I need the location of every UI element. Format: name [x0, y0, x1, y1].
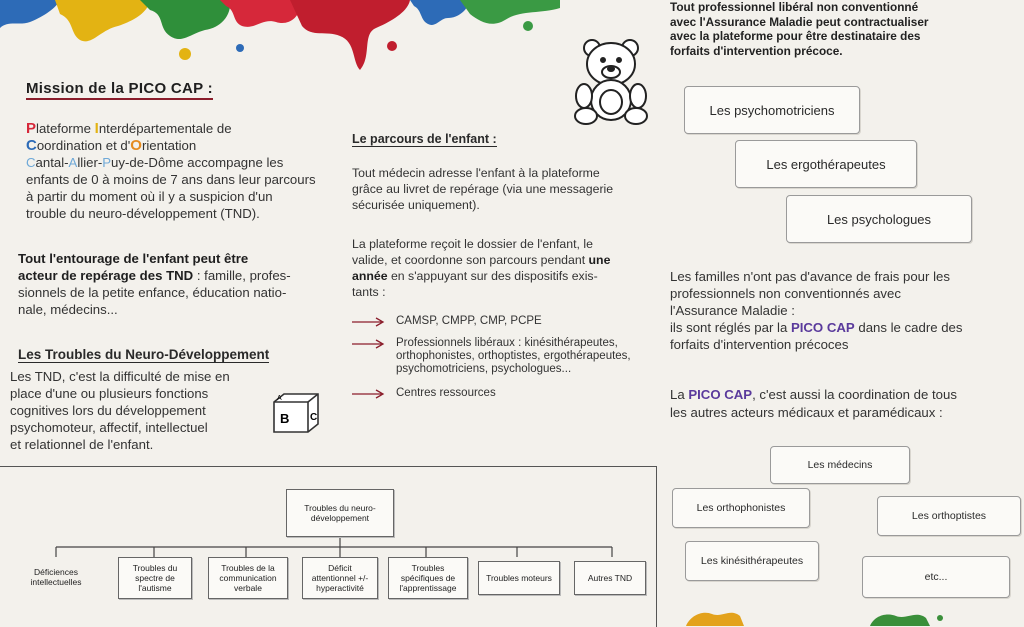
contract-line: avec la plateforme pour être destinataire des [670, 29, 921, 43]
leaf-line: communication [219, 573, 277, 583]
text: oordination et d' [36, 138, 131, 153]
tree-root-line: développement [310, 513, 370, 523]
paint-splash-decoration [0, 0, 560, 78]
parcours-title-wrap [352, 130, 497, 148]
dispositif-text: Professionnels libéraux : kinésithérapeutes, [396, 337, 618, 349]
pill-kinesitherapeutes: Les kinésithérapeutes [685, 541, 819, 581]
teddy-bear-icon [570, 36, 652, 126]
pill-medecins: Les médecins [770, 446, 910, 484]
troubles-line: place d'une ou plusieurs fonctions [10, 386, 209, 401]
parcours-tail: en s'appuyant sur des dispositifs exis- [387, 269, 598, 283]
leaf-line: Troubles moteurs [486, 573, 552, 583]
coord-text: les autres acteurs médicaux et paramédicaux : [670, 405, 943, 420]
leaf-line: Troubles de la [221, 563, 275, 573]
coord-text: , c'est aussi la coordination de tous [752, 387, 957, 402]
leaf-line: attentionnel +/- [311, 573, 369, 583]
tree-leaf-deficiences [14, 559, 98, 595]
leaf-line: hyperactivité [316, 583, 364, 593]
parcours-bold-annee: année [352, 269, 388, 283]
familles-line: forfaits d'intervention précoces [670, 337, 849, 352]
text: lateforme [36, 121, 95, 136]
letter-o: O [130, 137, 142, 154]
abc-letter-a: A [277, 395, 282, 402]
entourage-paragraph [18, 250, 338, 318]
leaf-line: Troubles [411, 563, 445, 573]
troubles-title-wrap [18, 346, 269, 364]
arrow-right-icon [352, 317, 386, 327]
tree-leaf-moteurs [478, 561, 560, 595]
contract-line: avec l'Assurance Maladie peut contractualiser [670, 14, 929, 29]
tree-leaf-tdah [302, 557, 378, 599]
paint-splash-bottom-decoration [640, 596, 1024, 626]
letter-p: P [26, 120, 37, 137]
pico-cap-label: PICO CAP [790, 320, 855, 335]
parcours-line: La plateforme reçoit le dossier de l'enfant, le [352, 237, 593, 251]
letter-i: I [94, 120, 99, 137]
parcours-title: Le parcours de l'enfant : [352, 132, 497, 146]
intro-line: à partir du moment où il y a suspicion d'un [26, 189, 273, 204]
arrow-right-icon [352, 339, 386, 349]
abc-blocks-icon [270, 390, 322, 434]
parcours-p2 [352, 236, 662, 300]
dispositif-text: orthophonistes, orthoptistes, ergothérapeutes, [396, 350, 631, 362]
arrow-right-icon [352, 389, 386, 399]
intro-line: enfants de 0 à moins de 7 ans dans leur parcours [26, 172, 316, 187]
tree-leaf-tsa [118, 557, 192, 599]
dispositif-text: CAMSP, CMPP, CMP, PCPE [396, 315, 542, 327]
coord-text: La [670, 387, 689, 402]
troubles-title: Les Troubles du Neuro-Développement [18, 347, 270, 362]
dispositif-item [352, 315, 542, 327]
dispositif-item [352, 337, 631, 376]
parcours-line: sécurisée uniquement). [352, 198, 480, 212]
entourage-bold-line: acteur de repérage des TND [18, 268, 194, 283]
leaf-line: l'autisme [138, 583, 172, 593]
dispositif-item [352, 387, 496, 399]
familles-paragraph [670, 268, 1020, 353]
acronym-line-1 [26, 120, 336, 137]
leaf-line: spécifiques de [400, 573, 456, 583]
leaf-line: Déficiences [34, 567, 78, 577]
acronym-line-2 [26, 137, 336, 154]
tree-leaf-communication [208, 557, 288, 599]
pill-ergotherapeutes: Les ergothérapeutes [735, 140, 917, 188]
leaf-line: intellectuelles [30, 577, 82, 587]
familles-line: Les familles n'ont pas d'avance de frais pour les [670, 269, 950, 284]
tree-leaf-apprentissage [388, 557, 468, 599]
parcours-line: tants : [352, 285, 386, 299]
text: rientation [141, 138, 197, 153]
entourage-line: nale, médecins... [18, 302, 118, 317]
entourage-tail: : famille, profes- [193, 268, 291, 283]
familles-line: dans le cadre des [854, 320, 963, 335]
entourage-line: sionnels de la petite enfance, éducation natio- [18, 285, 287, 300]
troubles-line: et relationnel de l'enfant. [10, 437, 154, 452]
leaf-line: Autres TND [587, 573, 633, 583]
pill-psychologues: Les psychologues [786, 195, 972, 243]
letter-c: C [26, 137, 37, 154]
troubles-line: psychomoteur, affectif, intellectuel [10, 420, 208, 435]
troubles-line: cognitives lors du développement [10, 403, 206, 418]
acronym-line-3 [26, 154, 336, 171]
pill-etc: etc... [862, 556, 1010, 598]
tree-leaf-autres [574, 561, 646, 595]
dispositif-text: Centres ressources [396, 387, 496, 399]
letter-a: A [68, 155, 78, 170]
tree-root-line: Troubles du neuro- [304, 503, 376, 513]
intro-paragraph [26, 120, 336, 222]
letter-p2: P [102, 155, 112, 170]
mission-title: Mission de la PICO CAP : [26, 80, 213, 100]
coordination-paragraph [670, 386, 1020, 422]
troubles-line: Les TND, c'est la difficulté de mise en [10, 369, 230, 384]
parcours-line: grâce au livret de repérage (via une messagerie [352, 182, 614, 196]
contract-paragraph [670, 0, 1010, 58]
pill-psychomotriciens: Les psychomotriciens [684, 86, 860, 134]
parcours-line: Tout médecin adresse l'enfant à la plateforme [352, 166, 600, 180]
pico-cap-label: PICO CAP [688, 387, 753, 402]
abc-letter-c: C [310, 412, 318, 423]
text: uy-de-Dôme accompagne les [111, 155, 284, 170]
entourage-bold-line: Tout l'entourage de l'enfant peut être [18, 251, 249, 266]
familles-line: ils sont réglés par la [670, 320, 791, 335]
text: antal- [35, 155, 69, 170]
dispositif-text: psychomotriciens, psychologues... [396, 363, 572, 375]
leaf-line: Troubles du [132, 563, 178, 573]
tree-root [286, 489, 394, 537]
leaf-line: spectre de [135, 573, 175, 583]
leaf-line: verbale [234, 583, 262, 593]
parcours-line: valide, et coordonne son parcours pendant [352, 253, 589, 267]
leaf-line: Déficit [328, 563, 352, 573]
tnd-diagram [0, 466, 657, 627]
leaf-line: l'apprentissage [399, 583, 457, 593]
text: llier- [77, 155, 103, 170]
pill-orthoptistes: Les orthoptistes [877, 496, 1021, 536]
parcours-p1 [352, 165, 662, 213]
contract-line: Tout professionnel libéral non conventionné [670, 0, 919, 14]
abc-letter-b: B [280, 411, 290, 426]
troubles-paragraph [10, 368, 270, 453]
pill-orthophonistes: Les orthophonistes [672, 488, 810, 528]
letter-c2: C [26, 155, 36, 170]
intro-line: trouble du neuro-développement (TND). [26, 206, 260, 221]
text: nterdépartementale de [98, 121, 232, 136]
familles-line: l'Assurance Maladie : [670, 303, 795, 318]
familles-line: professionnels non conventionnés avec [670, 286, 901, 301]
parcours-bold-une: une [588, 253, 611, 267]
contract-line: forfaits d'intervention précoce. [670, 43, 843, 58]
